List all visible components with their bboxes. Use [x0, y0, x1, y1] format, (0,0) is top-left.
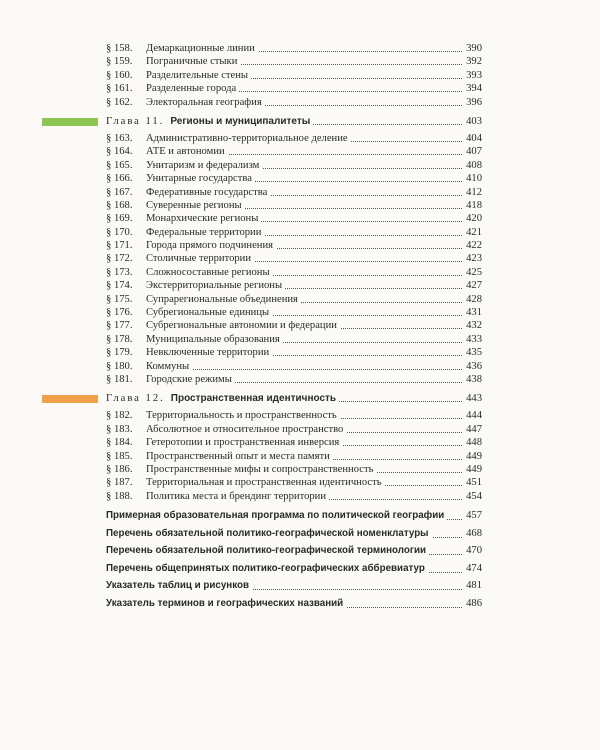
- page-number: 431: [463, 306, 482, 319]
- toc-entry[interactable]: [0, 450, 600, 463]
- section-title: Супрарегиональные объединения: [146, 293, 298, 305]
- page-number: 421: [463, 226, 482, 239]
- page-number: 404: [463, 132, 482, 145]
- appendix-title: Перечень обязательной политико-географической номенклатуры: [106, 525, 432, 543]
- toc-entry[interactable]: [0, 239, 600, 252]
- section-number: § 168.: [106, 199, 133, 211]
- page-number: 418: [463, 199, 482, 212]
- page-number: 410: [463, 172, 482, 185]
- appendix-title: Указатель таблиц и рисунков: [106, 577, 252, 595]
- appendix-entry[interactable]: [0, 595, 600, 613]
- section-number: § 169.: [106, 213, 133, 225]
- page-number: 408: [463, 159, 482, 172]
- page-number: 470: [463, 542, 482, 560]
- section-title: Федеральные территории: [146, 226, 262, 238]
- section-title: Территориальная и пространственная идентичность: [146, 477, 382, 489]
- section-title: Пространственный опыт и места памяти: [146, 450, 330, 462]
- page-number: 393: [463, 69, 482, 82]
- page-number: 443: [463, 392, 482, 405]
- toc-entry[interactable]: [0, 69, 600, 82]
- section-title: Унитарные государства: [146, 173, 252, 185]
- section-title: Территориальность и пространственность: [146, 410, 337, 422]
- section-number: § 188.: [106, 490, 133, 502]
- section-number: § 161.: [106, 83, 133, 95]
- section-title: Невключенные территории: [146, 347, 270, 359]
- page-number: 436: [463, 360, 482, 373]
- section-number: § 178.: [106, 333, 133, 345]
- section-number: § 160.: [106, 69, 133, 81]
- page-number: 432: [463, 319, 482, 332]
- appendix-entry[interactable]: [0, 560, 600, 578]
- section-title: Суверенные регионы: [146, 199, 242, 211]
- toc-entry[interactable]: [0, 409, 600, 422]
- page-number: 392: [463, 55, 482, 68]
- toc-entry[interactable]: [0, 252, 600, 265]
- page-number: 420: [463, 212, 482, 225]
- section-title: Разделительные стены: [146, 69, 249, 81]
- appendix-title: Указатель терминов и географических названий: [106, 595, 346, 613]
- section-number: § 163.: [106, 132, 133, 144]
- toc-entry[interactable]: [0, 360, 600, 373]
- section-number: § 187.: [106, 477, 133, 489]
- toc-entry[interactable]: [0, 266, 600, 279]
- toc-entry[interactable]: [0, 346, 600, 359]
- toc-entry[interactable]: [0, 319, 600, 332]
- appendix-title: Перечень обязательной политико-географической терминологии: [106, 542, 429, 560]
- section-number: § 176.: [106, 307, 133, 319]
- page-number: 447: [463, 423, 482, 436]
- page-number: 448: [463, 436, 482, 449]
- section-number: § 181.: [106, 373, 133, 385]
- toc-entry[interactable]: [0, 463, 600, 476]
- page-number: 444: [463, 409, 482, 422]
- toc-entry[interactable]: [0, 186, 600, 199]
- section-number: § 170.: [106, 226, 133, 238]
- section-number: § 179.: [106, 347, 133, 359]
- page-number: 481: [463, 577, 482, 595]
- section-title: Административно-территориальное деление: [146, 132, 348, 144]
- appendix-entry[interactable]: [0, 577, 600, 595]
- section-number: § 186.: [106, 463, 133, 475]
- section-title: Столичные территории: [146, 253, 252, 265]
- toc-entry[interactable]: [0, 476, 600, 489]
- section-number: § 167.: [106, 186, 133, 198]
- table-of-contents: [0, 42, 600, 613]
- section-number: § 165.: [106, 159, 133, 171]
- page-number: 468: [463, 525, 482, 543]
- toc-entry[interactable]: [0, 159, 600, 172]
- section-title: Муниципальные образования: [146, 333, 280, 345]
- page-number: 428: [463, 293, 482, 306]
- toc-entry[interactable]: [0, 212, 600, 225]
- toc-entry[interactable]: [0, 490, 600, 503]
- chapter-title: Пространственная идентичность: [170, 393, 337, 405]
- section-title: Электоральная география: [146, 96, 262, 108]
- page-number: 390: [463, 42, 482, 55]
- section-title: Пограничные стыки: [146, 56, 238, 68]
- appendix-entry[interactable]: [0, 542, 600, 560]
- page-number: 449: [463, 463, 482, 476]
- chapter-label: Глава 12.: [106, 393, 165, 405]
- toc-entry[interactable]: [0, 145, 600, 158]
- section-title: Абсолютное и относительное пространство: [146, 423, 344, 435]
- page-number: 403: [463, 115, 482, 128]
- section-number: § 158.: [106, 43, 133, 54]
- toc-entry[interactable]: [0, 226, 600, 239]
- page-number: 433: [463, 333, 482, 346]
- section-title: Экстерриториальные регионы: [146, 280, 283, 292]
- section-number: § 182.: [106, 410, 133, 422]
- section-number: § 180.: [106, 360, 133, 372]
- section-number: § 175.: [106, 293, 133, 305]
- section-title: Политика места и брендинг территории: [146, 490, 326, 502]
- toc-entry[interactable]: [0, 279, 600, 292]
- section-number: § 172.: [106, 253, 133, 265]
- section-number: § 171.: [106, 240, 133, 252]
- section-number: § 174.: [106, 280, 133, 292]
- toc-entry[interactable]: [0, 373, 600, 386]
- chapter-heading-11[interactable]: [0, 115, 600, 129]
- page-number: 454: [463, 490, 482, 503]
- section-number: § 173.: [106, 266, 133, 278]
- toc-entry[interactable]: [0, 199, 600, 212]
- section-title: Пространственные мифы и сопространственность: [146, 463, 374, 475]
- page-number: 474: [463, 560, 482, 578]
- appendix-title: Перечень общепринятых политико-географических аббревиатур: [106, 560, 428, 578]
- page-number: 427: [463, 279, 482, 292]
- appendix-entry[interactable]: [0, 525, 600, 543]
- section-number: § 185.: [106, 450, 133, 462]
- page-number: 451: [463, 476, 482, 489]
- toc-entry[interactable]: [0, 172, 600, 185]
- section-number: § 164.: [106, 146, 133, 158]
- toc-entry[interactable]: [0, 293, 600, 306]
- page-number: 457: [463, 507, 482, 525]
- appendix-entry[interactable]: [0, 507, 600, 525]
- toc-entry[interactable]: [0, 423, 600, 436]
- section-title: Разделенные города: [146, 83, 237, 95]
- section-title: Субрегиональные автономии и федерации: [146, 320, 337, 332]
- toc-entry[interactable]: [0, 132, 600, 145]
- toc-entry[interactable]: [0, 42, 600, 55]
- toc-entry[interactable]: [0, 333, 600, 346]
- chapter-color-bar: [42, 395, 98, 403]
- toc-entry[interactable]: [0, 306, 600, 319]
- page-number: 425: [463, 266, 482, 279]
- section-title: Унитаризм и федерализм: [146, 159, 260, 171]
- toc-entry[interactable]: [0, 55, 600, 68]
- section-number: § 166.: [106, 173, 133, 185]
- section-title: Коммуны: [146, 360, 190, 372]
- section-title: Субрегиональные единицы: [146, 307, 270, 319]
- section-number: § 177.: [106, 320, 133, 332]
- section-title: Федеративные государства: [146, 186, 268, 198]
- page-number: 407: [463, 145, 482, 158]
- section-number: § 162.: [106, 96, 133, 108]
- toc-entry[interactable]: [0, 96, 600, 109]
- section-title: Города прямого подчинения: [146, 240, 274, 252]
- page-number: 422: [463, 239, 482, 252]
- section-title: Монархические регионы: [146, 213, 259, 225]
- toc-entry[interactable]: [0, 82, 600, 95]
- toc-entry[interactable]: [0, 436, 600, 449]
- page-number: 412: [463, 186, 482, 199]
- appendix-title: Примерная образовательная программа по политической географии: [106, 507, 447, 525]
- page-number: 423: [463, 252, 482, 265]
- chapter-title: Регионы и муниципалитеты: [170, 115, 311, 127]
- chapter-color-bar: [42, 118, 98, 126]
- page-number: 396: [463, 96, 482, 109]
- section-number: § 184.: [106, 437, 133, 449]
- section-title: Городские режимы: [146, 373, 232, 385]
- page-number: 438: [463, 373, 482, 386]
- page-number: 394: [463, 82, 482, 95]
- section-title: Сложносоставные регионы: [146, 266, 270, 278]
- section-number: § 183.: [106, 423, 133, 435]
- page-number: 486: [463, 595, 482, 613]
- section-number: § 159.: [106, 56, 133, 68]
- section-title: АТЕ и автономии: [146, 146, 225, 158]
- section-title: Демаркационные линии: [146, 43, 255, 54]
- chapter-label: Глава 11.: [106, 115, 165, 127]
- section-title: Гетеротопии и пространственная инверсия: [146, 437, 340, 449]
- page-number: 449: [463, 450, 482, 463]
- chapter-heading-12[interactable]: [0, 392, 600, 406]
- page-number: 435: [463, 346, 482, 359]
